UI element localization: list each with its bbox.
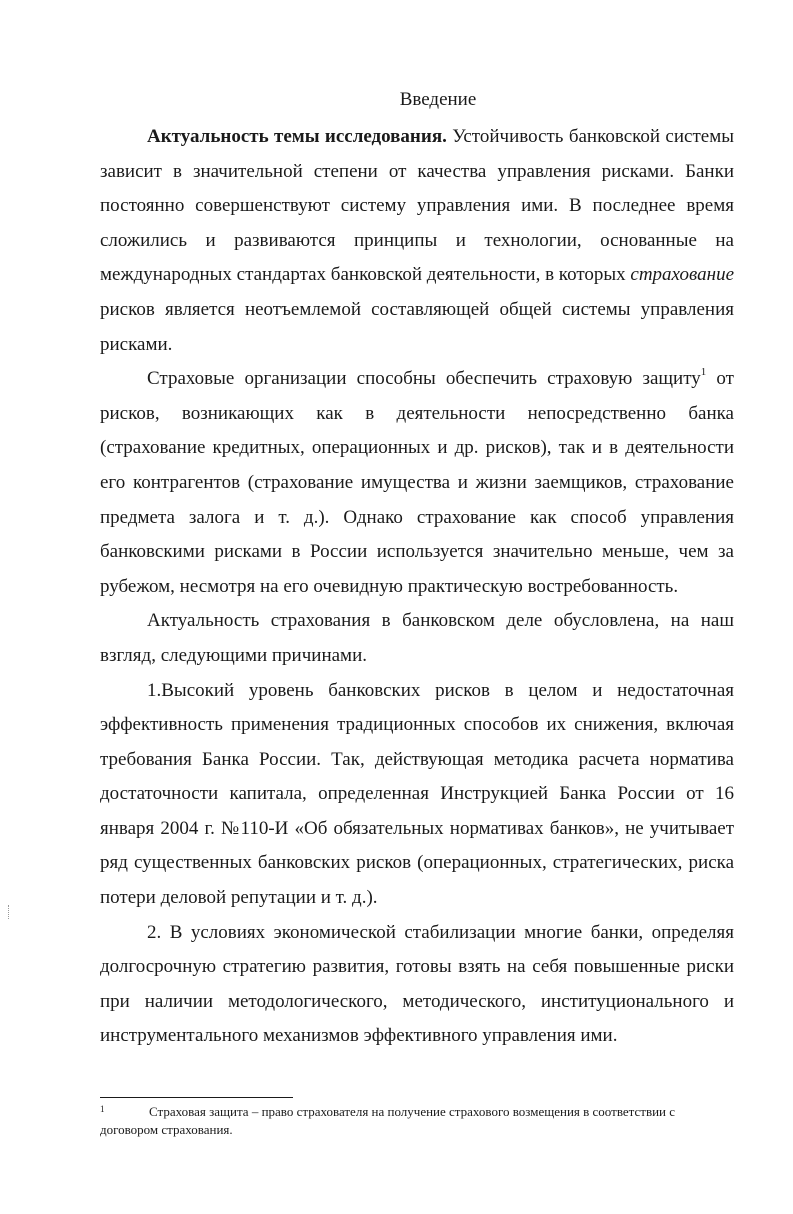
footnote <box>100 1103 734 1139</box>
paragraph-text: 2. В условиях экономической стабилизации многие банки, определяя долгосрочную стратегию развития, готовы взять на себя повышенные риски при наличии методологического, методического, институционального и инструментального механизмов эффективного управления ими. <box>100 921 734 1047</box>
footnote-mark: 1 <box>100 1104 105 1114</box>
paragraph-text: от рисков, возникающих как в деятельности непосредственно банка (страхование кредитных, операционных и др. рисков), так и в деятельности его контрагентов (страхование имущества и жизни заемщиков, страхование предмета залога и т. д.). Однако страхование как способ управления банковскими рисками в России используется значительно меньше, чем за рубежом, несмотря на его очевидную практическую востребованность. <box>100 368 734 597</box>
scan-artifact <box>8 905 11 919</box>
paragraph-reasons-intro <box>100 604 734 673</box>
paragraph-text: Устойчивость банковской системы зависит в значительной степени от качества управления рисками. Банки постоянно совершенствуют систему управления ими. В последнее время сложились и развиваются принципы и технологии, основанные на международных стандартах банковской деятельности, в которых <box>100 126 734 286</box>
relevance-lead: Актуальность темы исследования. <box>147 126 447 147</box>
paragraph-reason-1 <box>100 674 734 916</box>
paragraph-text: Страховые организации способны обеспечить страховую защиту <box>147 368 701 390</box>
body-text <box>100 120 734 1054</box>
paragraph-relevance <box>100 120 734 362</box>
emphasis-term: страхование <box>630 264 734 286</box>
footnote-reference[interactable]: 1 <box>700 365 707 378</box>
paragraph-text: рисков является неотъемлемой составляющей общей системы управления рисками. <box>100 298 734 355</box>
paragraph-text: 1.Высокий уровень банковских рисков в целом и недостаточная эффективность применения традиционных способов их снижения, включая требования Банка России. Так, действующая методика расчета норматива достаточности капитала, определенная Инструкцией Банка России от 16 января 2004 г. №110-И «Об обязательных нормативах банков», не учитывает ряд существенных банковских рисков (операционных, стратегических, риска потери деловой репутации и т. д.). <box>100 679 734 909</box>
section-heading: Введение <box>399 89 477 110</box>
paragraph-text: Актуальность страхования в банковском деле обусловлена, на наш взгляд, следующими причинами. <box>100 610 734 666</box>
footnote-divider <box>100 1097 293 1098</box>
paragraph-reason-2 <box>100 916 734 1054</box>
footnote-line-2: договором страхования. <box>100 1122 233 1137</box>
footnote-line-1: Страховая защита – право страхователя на получение страхового возмещения в соответствии с <box>149 1104 676 1119</box>
paragraph-insurers <box>100 362 734 604</box>
